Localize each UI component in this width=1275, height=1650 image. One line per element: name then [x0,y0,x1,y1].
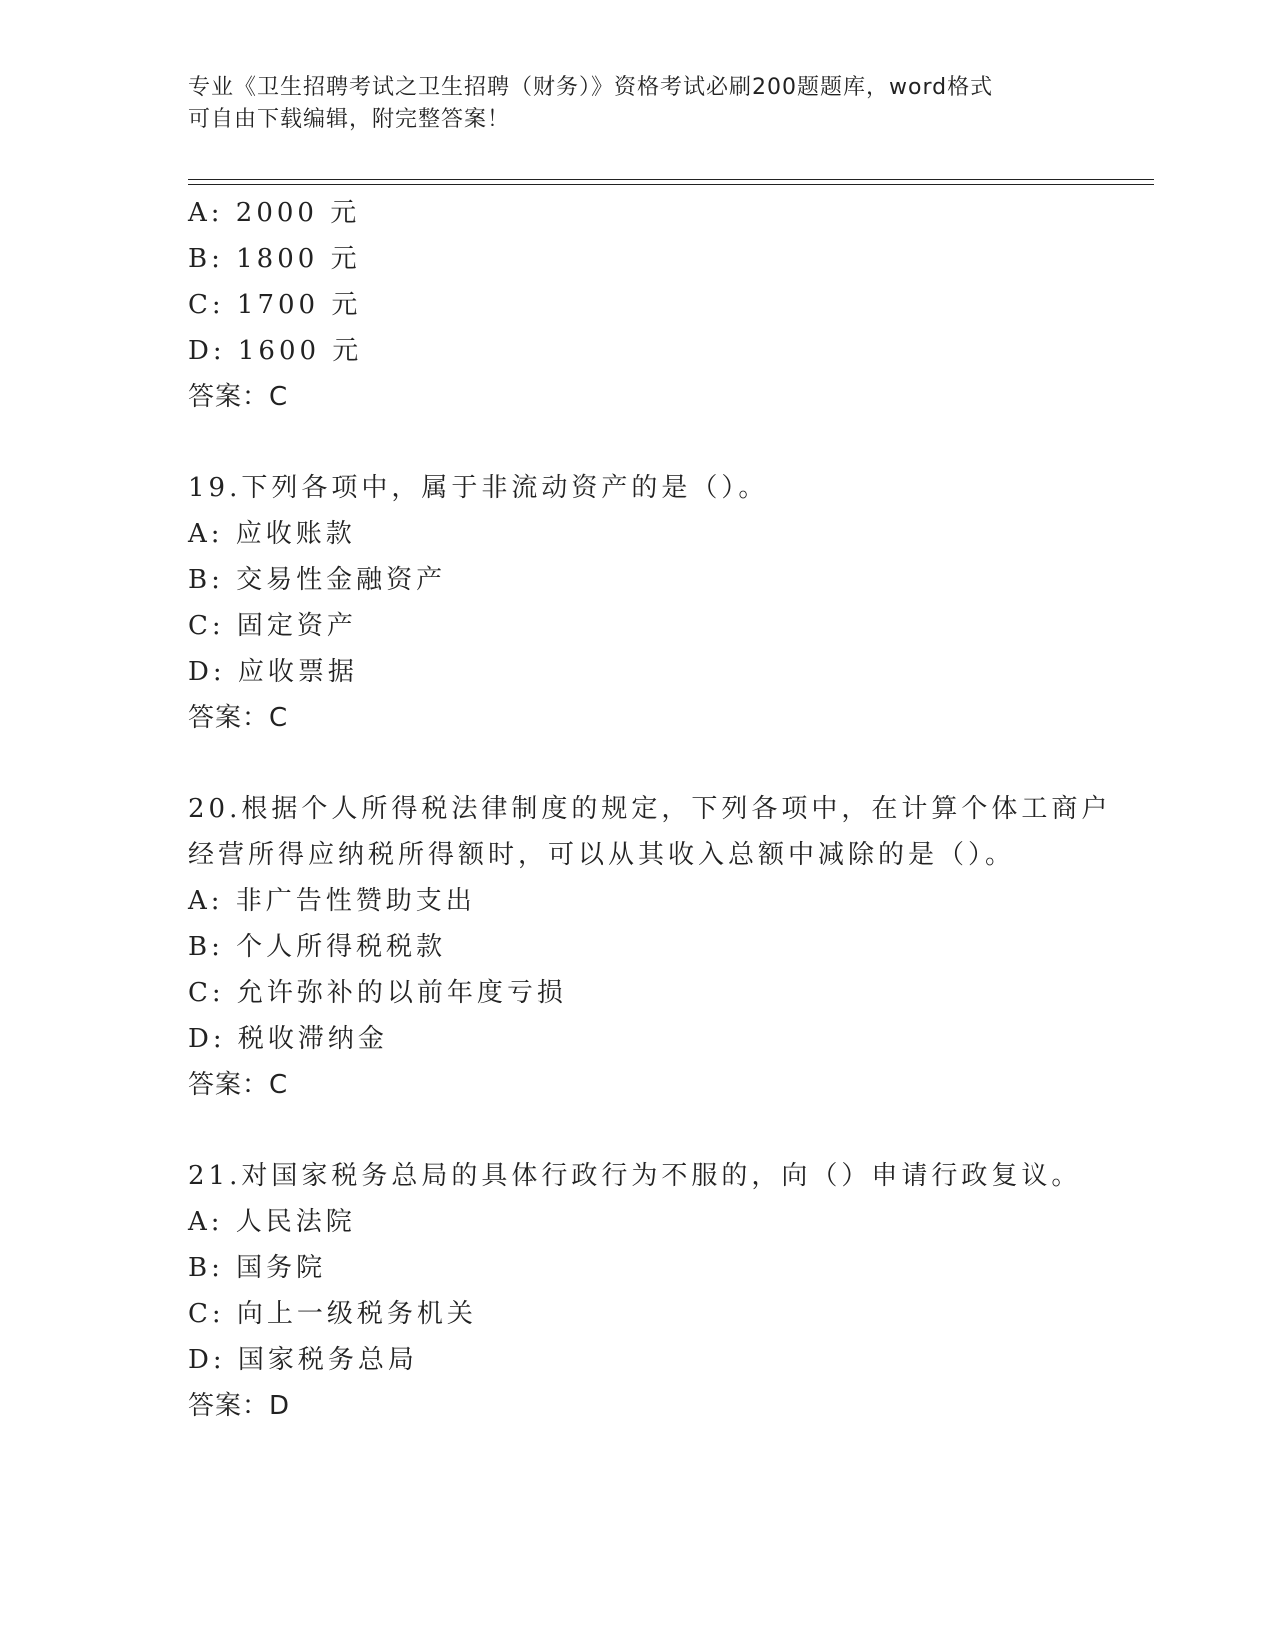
question-list [188,190,1148,1429]
answer-line: 答案：C [188,382,289,412]
option-b: B: 国务院 [188,1253,327,1283]
question-20 [188,786,1148,1108]
question-stem-line-2: 经营所得应纳税所得额时，可以从其收入总额中减除的是（）。 [188,840,1016,870]
answer-line: 答案：D [188,1391,291,1421]
document-header [188,72,1088,136]
header-divider-bottom [188,184,1154,185]
question-19 [188,465,1148,741]
spacer [188,420,1148,465]
question-21 [188,1153,1148,1429]
answer-line: 答案：C [188,703,289,733]
question-stem-line-1: 20.根据个人所得税法律制度的规定，下列各项中，在计算个体工商户 [188,794,1112,824]
option-a: A: 应收账款 [188,519,356,549]
option-c: C: 向上一级税务机关 [188,1299,477,1329]
spacer [188,1108,1148,1153]
option-a: A: 人民法院 [188,1207,356,1237]
option-c: C: 1700 元 [188,290,362,320]
option-a: A: 2000 元 [188,198,361,228]
answer-line: 答案：C [188,1070,289,1100]
option-d: D: 税收滞纳金 [188,1024,388,1054]
option-a: A: 非广告性赞助支出 [188,886,476,916]
question-stem: 21.对国家税务总局的具体行政行为不服的，向（）申请行政复议。 [188,1161,1082,1191]
question-18 [188,190,1148,420]
option-c: C: 固定资产 [188,611,357,641]
header-line-2: 可自由下载编辑，附完整答案！ [188,107,511,132]
question-stem: 19.下列各项中，属于非流动资产的是（）。 [188,473,769,503]
header-divider-top [188,179,1154,180]
option-b: B: 个人所得税税款 [188,932,447,962]
option-d: D: 1600 元 [188,336,363,366]
spacer [188,741,1148,786]
option-c: C: 允许弥补的以前年度亏损 [188,978,567,1008]
option-b: B: 1800 元 [188,244,361,274]
option-b: B: 交易性金融资产 [188,565,447,595]
option-d: D: 国家税务总局 [188,1345,418,1375]
header-line-1: 专业《卫生招聘考试之卫生招聘（财务）》资格考试必刷200题题库，word格式 [188,75,994,100]
option-d: D: 应收票据 [188,657,358,687]
